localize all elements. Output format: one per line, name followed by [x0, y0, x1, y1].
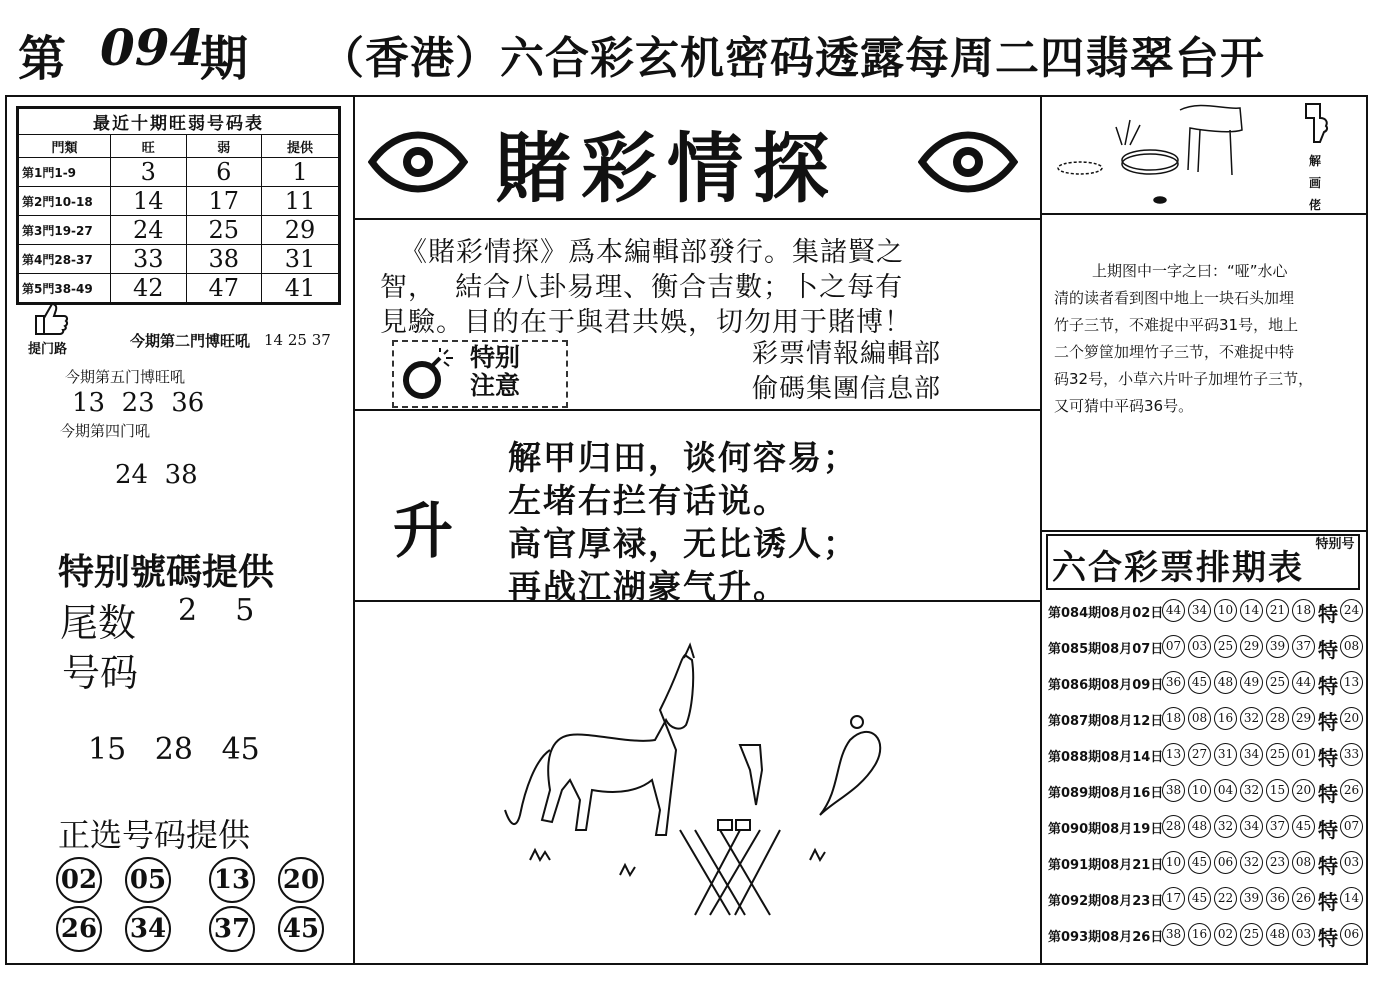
schedule-list: [1046, 594, 1364, 954]
schedule-ball: 45: [1292, 815, 1315, 838]
schedule-special-ball: 24: [1340, 599, 1363, 622]
col-header: 旺: [111, 135, 187, 158]
special-mark: 特: [1318, 926, 1338, 950]
schedule-ball: 38: [1162, 923, 1185, 946]
schedule-ball: 02: [1214, 923, 1237, 946]
schedule-ball: 32: [1214, 815, 1237, 838]
poem-line: 再战江湖豪气升。: [508, 567, 788, 606]
pick-number: 34: [125, 906, 171, 952]
intro-line: 智， 結合八卦易理、衡合吉數；卜之每有: [380, 272, 904, 303]
poem-line: 解甲归田，谈何容易；: [508, 438, 858, 477]
schedule-row: [1046, 666, 1364, 700]
schedule-ball: 25: [1214, 635, 1237, 658]
cell: 41: [262, 274, 340, 304]
divider-mid-2: [353, 409, 1042, 411]
schedule-ball: 34: [1188, 599, 1211, 622]
door4-nums: 24 38: [115, 460, 198, 490]
special-mark: 特: [1318, 674, 1338, 698]
dept-line: 彩票情報編輯部: [752, 339, 942, 369]
special-mark: 特: [1318, 746, 1338, 770]
hint-illustration: [1050, 100, 1250, 205]
schedule-row-label: 第084期08月02日: [1048, 606, 1164, 621]
cell: 38: [186, 245, 262, 274]
schedule-ball: 34: [1240, 815, 1263, 838]
special-mark: 特: [1318, 710, 1338, 734]
horse-illustration: [480, 640, 910, 930]
hint-line: 又可猜中平码36号。: [1054, 397, 1194, 415]
code-label: 号码: [62, 651, 139, 695]
schedule-ball: 16: [1214, 707, 1237, 730]
schedule-ball: 38: [1162, 779, 1185, 802]
schedule-special-ball: 07: [1340, 815, 1363, 838]
schedule-ball: 48: [1188, 815, 1211, 838]
schedule-ball: 04: [1214, 779, 1237, 802]
schedule-row: [1046, 846, 1364, 880]
cell: 29: [262, 216, 340, 245]
schedule-ball: 17: [1162, 887, 1185, 910]
tail-values: 2 5: [178, 593, 255, 628]
schedule-row: [1046, 738, 1364, 772]
special-mark: 特: [1318, 602, 1338, 626]
cell: 17: [186, 187, 262, 216]
cell: 33: [111, 245, 187, 274]
schedule-ball: 20: [1292, 779, 1315, 802]
header: [0, 0, 1391, 95]
table-row: [18, 158, 340, 187]
schedule-ball: 45: [1188, 887, 1211, 910]
col-header: 提供: [262, 135, 340, 158]
hint-line: 二个箩筐加埋竹子三节，不难捉中特: [1054, 343, 1295, 361]
cell: 42: [111, 274, 187, 304]
schedule-row: [1046, 702, 1364, 736]
eye-icon: [368, 130, 468, 194]
schedule-ball: 18: [1292, 599, 1315, 622]
row-label: 第2門10-18: [18, 187, 111, 216]
bomb-icon: [400, 348, 464, 400]
schedule-ball: 15: [1266, 779, 1289, 802]
schedule-ball: 10: [1188, 779, 1211, 802]
schedule-ball: 08: [1292, 851, 1315, 874]
schedule-ball: 26: [1292, 887, 1315, 910]
schedule-ball: 44: [1292, 671, 1315, 694]
schedule-row-label: 第093期08月26日: [1048, 930, 1164, 945]
main-picks-title: 正选号码提供: [58, 816, 251, 854]
schedule-row-label: 第086期08月09日: [1048, 678, 1164, 693]
eye-icon: [918, 130, 1018, 194]
row-label: 第3門19-27: [18, 216, 111, 245]
cell: 31: [262, 245, 340, 274]
schedule-ball: 49: [1240, 671, 1263, 694]
cell: 11: [262, 187, 340, 216]
schedule-ball: 28: [1162, 815, 1185, 838]
hint-label: 解画佬: [1308, 154, 1321, 212]
cell: 47: [186, 274, 262, 304]
pick-number: 05: [125, 857, 171, 903]
schedule-ball: 14: [1240, 599, 1263, 622]
schedule-special-ball: 20: [1340, 707, 1363, 730]
door2-label: 今期第二門博旺吼: [130, 332, 251, 350]
poem-line: 左堵右拦有话说。: [508, 481, 788, 520]
schedule-title: 六合彩票排期表: [1052, 548, 1304, 588]
divider-right-2: [1040, 530, 1366, 532]
row-label: 第1門1-9: [18, 158, 111, 187]
notice-text-line: 注意: [470, 371, 521, 400]
schedule-ball: 45: [1188, 671, 1211, 694]
cell: 25: [186, 216, 262, 245]
schedule-row-label: 第088期08月14日: [1048, 750, 1164, 765]
schedule-ball: 29: [1292, 707, 1315, 730]
schedule-row-label: 第092期08月23日: [1048, 894, 1164, 909]
col-header: 弱: [186, 135, 262, 158]
schedule-ball: 22: [1214, 887, 1237, 910]
door4-label: 今期第四门吼: [60, 422, 151, 440]
poem-line: 高官厚禄，无比诱人；: [508, 524, 858, 563]
schedule-special-ball: 33: [1340, 743, 1363, 766]
schedule-ball: 03: [1292, 923, 1315, 946]
schedule-ball: 21: [1266, 599, 1289, 622]
schedule-ball: 31: [1214, 743, 1237, 766]
schedule-special-ball: 14: [1340, 887, 1363, 910]
schedule-ball: 25: [1266, 743, 1289, 766]
middle-title: 賭彩情探: [495, 124, 839, 213]
intro-line: 《賭彩情探》爲本編輯部發行。集諸賢之: [400, 237, 904, 268]
schedule-special-ball: 26: [1340, 779, 1363, 802]
divider-left: [353, 95, 355, 965]
schedule-ball: 16: [1188, 923, 1211, 946]
code-values: 15 28 45: [88, 732, 260, 767]
schedule-ball: 48: [1266, 923, 1289, 946]
hand-label: 提门路: [28, 342, 68, 357]
schedule-ball: 07: [1162, 635, 1185, 658]
schedule-special-ball: 13: [1340, 671, 1363, 694]
pick-number: 13: [209, 857, 255, 903]
schedule-ball: 27: [1188, 743, 1211, 766]
row-label: 第5門38-49: [18, 274, 111, 304]
schedule-row: [1046, 810, 1364, 844]
schedule-tag: 特别号: [1315, 537, 1355, 552]
schedule-ball: 29: [1240, 635, 1263, 658]
recent-table-caption: 最近十期旺弱号码表: [18, 108, 340, 135]
schedule-row: [1046, 594, 1364, 628]
special-mark: 特: [1318, 854, 1338, 878]
col-header: 門類: [18, 135, 111, 158]
divider-mid-1: [353, 218, 1042, 220]
schedule-ball: 32: [1240, 707, 1263, 730]
hint-line: 清的读者看到图中地上一块石头加埋: [1054, 289, 1295, 307]
schedule-row-label: 第090期08月19日: [1048, 822, 1164, 837]
issue-suffix: 期: [200, 31, 249, 87]
special-mark: 特: [1318, 890, 1338, 914]
schedule-ball: 28: [1266, 707, 1289, 730]
header-title: （香港）六合彩玄机密码透露每周二四翡翠台开: [320, 33, 1265, 84]
tail-label: 尾数: [60, 601, 137, 645]
cell: 24: [111, 216, 187, 245]
schedule-row: [1046, 774, 1364, 808]
hint-line: 码32号，小草六片叶子加埋竹子三节，: [1054, 370, 1314, 388]
schedule-ball: 39: [1240, 887, 1263, 910]
cell: 6: [186, 158, 262, 187]
special-mark: 特: [1318, 818, 1338, 842]
schedule-row: [1046, 882, 1364, 916]
cell: 14: [111, 187, 187, 216]
schedule-special-ball: 06: [1340, 923, 1363, 946]
schedule-ball: 25: [1266, 671, 1289, 694]
issue-prefix: 第: [18, 31, 69, 87]
dept-line: 偷碼集團信息部: [752, 374, 942, 404]
schedule-ball: 37: [1292, 635, 1315, 658]
big-character: 升: [393, 497, 453, 567]
special-mark: 特: [1318, 638, 1338, 662]
table-row: [18, 245, 340, 274]
door5-nums: 13 23 36: [72, 388, 205, 418]
door5-label: 今期第五门博旺吼: [65, 368, 186, 386]
schedule-ball: 08: [1188, 707, 1211, 730]
schedule-row: [1046, 630, 1364, 664]
schedule-ball: 18: [1162, 707, 1185, 730]
recent-table: [16, 106, 341, 305]
schedule-row-label: 第085期08月07日: [1048, 642, 1164, 657]
schedule-ball: 48: [1214, 671, 1237, 694]
pick-number: 02: [56, 857, 102, 903]
schedule-ball: 32: [1240, 779, 1263, 802]
schedule-special-ball: 03: [1340, 851, 1363, 874]
notice-text: [470, 344, 520, 400]
row-label: 第4門28-37: [18, 245, 111, 274]
hint-line: 竹子三节，不难捉中平码31号，地上: [1054, 316, 1299, 334]
pick-number: 37: [209, 906, 255, 952]
cell: 3: [111, 158, 187, 187]
schedule-ball: 25: [1240, 923, 1263, 946]
schedule-ball: 32: [1240, 851, 1263, 874]
schedule-ball: 36: [1162, 671, 1185, 694]
schedule-ball: 10: [1214, 599, 1237, 622]
special-mark: 特: [1318, 782, 1338, 806]
pick-number: 20: [278, 857, 324, 903]
intro-line: 見驗。目的在于與君共娛，切勿用于賭博！: [380, 307, 912, 338]
schedule-special-ball: 08: [1340, 635, 1363, 658]
pick-number: 45: [278, 906, 324, 952]
thumbs-up-icon: [30, 298, 70, 338]
schedule-ball: 36: [1266, 887, 1289, 910]
table-row: [18, 216, 340, 245]
schedule-ball: 13: [1162, 743, 1185, 766]
notice-text-line: 特别: [470, 343, 521, 372]
schedule-ball: 10: [1162, 851, 1185, 874]
schedule-ball: 01: [1292, 743, 1315, 766]
schedule-ball: 39: [1266, 635, 1289, 658]
cell: 1: [262, 158, 340, 187]
schedule-row-label: 第091期08月21日: [1048, 858, 1164, 873]
issue-number: 094: [100, 18, 205, 77]
schedule-row-label: 第087期08月12日: [1048, 714, 1164, 729]
schedule-ball: 23: [1266, 851, 1289, 874]
pick-number: 26: [56, 906, 102, 952]
table-row: [18, 187, 340, 216]
door2-nums: 14 25 37: [264, 331, 331, 349]
schedule-ball: 03: [1188, 635, 1211, 658]
hint-line: 上期图中一字之曰：“哑”水心: [1092, 262, 1288, 280]
schedule-ball: 44: [1162, 599, 1185, 622]
schedule-row: [1046, 918, 1364, 952]
schedule-ball: 34: [1240, 743, 1263, 766]
schedule-row-label: 第089期08月16日: [1048, 786, 1164, 801]
schedule-ball: 06: [1214, 851, 1237, 874]
schedule-ball: 45: [1188, 851, 1211, 874]
schedule-ball: 37: [1266, 815, 1289, 838]
special-title: 特别號碼提供: [58, 552, 275, 593]
pointing-hand-icon: [1300, 100, 1330, 144]
